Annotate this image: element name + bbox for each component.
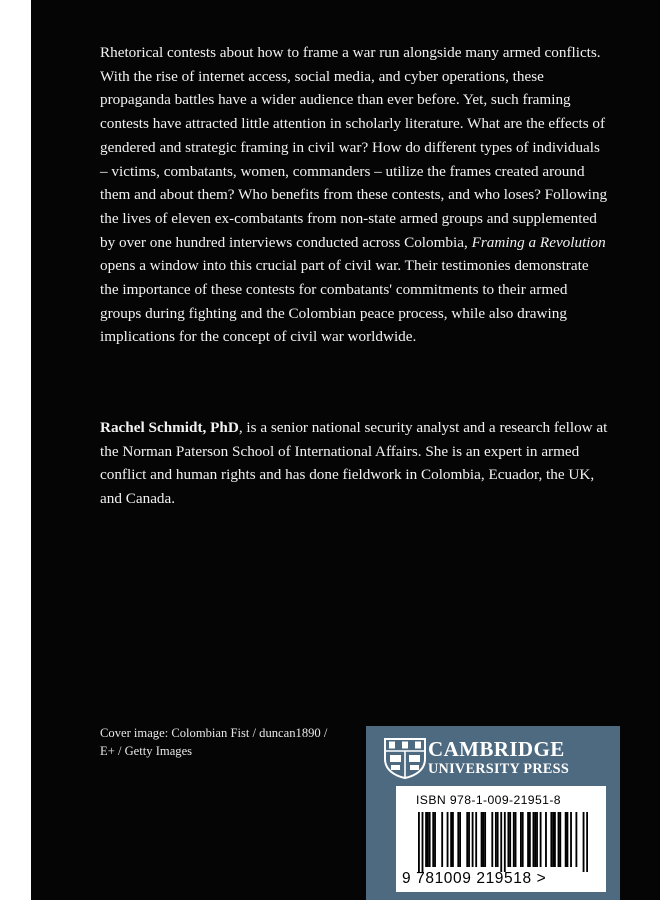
barcode-bar xyxy=(495,812,497,867)
barcode-digits: 9 781009 219518 > xyxy=(402,870,547,887)
barcode-bar xyxy=(529,812,531,867)
barcode-bar xyxy=(570,812,572,867)
barcode-bar xyxy=(500,812,502,872)
barcode-bar xyxy=(536,812,538,867)
barcode-bar xyxy=(472,812,474,867)
blurb-text-2: opens a window into this crucial part of civil war. Their testimonies demonstrate the importance of these contests for combatants' commitments to their armed groups during fighting and the Colombian peace process, while also drawing implications for the concept of civil war worldwide. xyxy=(100,257,589,346)
barcode-bar xyxy=(558,812,560,867)
barcode-bar xyxy=(504,812,506,872)
barcode-bar xyxy=(457,812,459,867)
barcode-bar xyxy=(522,812,524,867)
cambridge-crest-icon xyxy=(383,737,427,779)
barcode-bar xyxy=(441,812,443,867)
barcode-bar xyxy=(534,812,536,867)
isbn-barcode xyxy=(396,786,606,892)
book-title-italic: Framing a Revolution xyxy=(471,233,606,251)
barcode-bar xyxy=(422,812,424,872)
credit-line-2: E+ / Getty Images xyxy=(100,744,193,758)
barcode-bar xyxy=(515,812,517,867)
barcode-bar xyxy=(575,812,577,867)
barcode-bar xyxy=(429,812,431,867)
barcode-bar xyxy=(554,812,556,867)
barcode-bar xyxy=(509,812,511,867)
barcode-bar xyxy=(565,812,567,867)
barcode-bar xyxy=(550,812,552,867)
barcode-bar xyxy=(513,812,515,867)
barcode-bar xyxy=(425,812,427,867)
blurb-text-1: Rhetorical contests about how to frame a war run alongside many armed conflicts. With the rise of internet access, social media, and cyber operations, these propaganda battles have a wider audience than ever before. Yet, such framing contests have attracted little attention in scholarly literature. What are the effects of gendered and strategic framing in civil war? How do different types of individuals – victims, combatants, women, commanders – utilize the frames created around them and about them? Who benefits from these contests, and who loses? Following the lives of eleven ex-combatants from non-state armed groups and supplemented by over one hundred interviews conducted across Colombia, xyxy=(100,44,608,251)
barcode-bar xyxy=(481,812,483,867)
barcode-bar xyxy=(459,812,461,867)
barcode-bar xyxy=(475,812,477,867)
publisher-name xyxy=(428,738,618,777)
barcode-bar xyxy=(533,812,535,867)
barcode-bar xyxy=(552,812,554,867)
barcode-bar xyxy=(484,812,486,867)
isbn-label: ISBN 978-1-009-21951-8 xyxy=(416,793,561,807)
barcode-bar xyxy=(427,812,429,867)
barcode-bar xyxy=(434,812,436,867)
barcode-bar xyxy=(450,812,452,867)
publisher-panel xyxy=(366,726,620,900)
barcode-bars xyxy=(418,812,588,872)
barcode-bar xyxy=(586,812,588,872)
barcode-bar xyxy=(527,812,529,867)
barcode-bar xyxy=(418,812,420,872)
barcode-bar xyxy=(468,812,470,867)
barcode-bar xyxy=(507,812,509,867)
barcode-bar xyxy=(497,812,499,867)
barcode-bar xyxy=(447,812,449,867)
barcode-bar xyxy=(452,812,454,867)
barcode-bar xyxy=(583,812,585,872)
barcode-bar xyxy=(491,812,493,867)
barcode-bar xyxy=(432,812,434,867)
barcode-bar xyxy=(466,812,468,867)
author-name: Rachel Schmidt, PhD xyxy=(100,419,239,436)
cover-image-credit xyxy=(100,724,340,760)
barcode-bar xyxy=(540,812,542,867)
barcode-bar xyxy=(520,812,522,867)
author-bio xyxy=(100,416,610,511)
author-bio-text: , is a senior national security analyst and a research fellow at the Norman Paterson School of International Affairs. She is an expert in armed conflict and human rights and has done fieldwork in Colombia, Ecuador, the UK, and Canada. xyxy=(100,419,608,508)
credit-line-1: Cover image: Colombian Fist / duncan1890 / xyxy=(100,726,328,740)
publisher-name-line-2: UNIVERSITY PRESS xyxy=(428,761,570,777)
barcode-bar xyxy=(567,812,569,867)
publisher-name-line-1: CAMBRIDGE xyxy=(428,737,565,761)
barcode-bar xyxy=(482,812,484,867)
barcode-bar xyxy=(545,812,547,867)
blurb-paragraph xyxy=(100,41,610,349)
barcode-bar xyxy=(559,812,561,867)
